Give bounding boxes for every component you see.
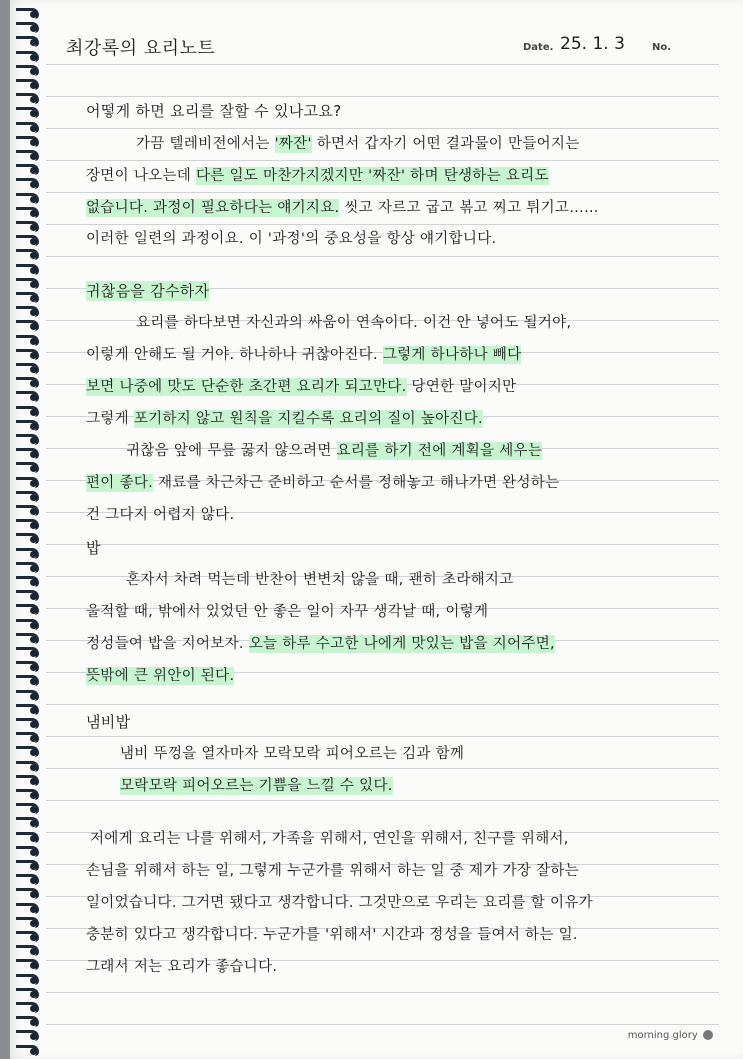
page-header bbox=[46, 28, 719, 64]
spiral-ring bbox=[16, 832, 39, 843]
spiral-ring bbox=[16, 377, 39, 388]
spiral-ring bbox=[16, 264, 39, 275]
spiral-ring bbox=[16, 306, 39, 317]
text-line: 손님을 위해서 하는 일, 그렇게 누군가를 위해서 하는 일 중 제가 가장 잘하는 bbox=[86, 863, 580, 879]
spiral-ring bbox=[16, 22, 39, 33]
spiral-ring bbox=[16, 150, 39, 161]
ruled-line bbox=[46, 96, 719, 97]
spiral-ring bbox=[16, 860, 39, 871]
text-line: 그렇게 포기하지 않고 원칙을 지킬수록 요리의 질이 높아진다. bbox=[86, 411, 483, 427]
text-line: 정성들여 밥을 지어보자. 오늘 하루 수고한 나에게 맛있는 밥을 지어주면, bbox=[86, 636, 555, 652]
spiral-ring bbox=[16, 278, 39, 289]
ruled-line bbox=[46, 64, 719, 65]
spiral-ring bbox=[16, 434, 39, 445]
spiral-ring bbox=[16, 917, 39, 928]
spiral-ring bbox=[16, 51, 39, 62]
date-label: Date. bbox=[523, 42, 554, 53]
spiral-ring bbox=[16, 491, 39, 502]
spiral-ring bbox=[16, 548, 39, 559]
spiral-ring bbox=[16, 874, 39, 885]
text-line: 편이 좋다. 재료를 차근차근 준비하고 순서를 정해놓고 해나가면 완성하는 bbox=[86, 475, 560, 491]
section-heading: 어떻게 하면 요리를 잘할 수 있나고요? bbox=[86, 102, 342, 120]
spiral-ring bbox=[16, 675, 39, 686]
spiral-ring bbox=[16, 292, 39, 303]
notebook-page bbox=[10, 0, 743, 1059]
spiral-ring bbox=[16, 988, 39, 999]
spiral-ring bbox=[16, 959, 39, 970]
text-line: 이렇게 안해도 될 거야. 하나하나 귀찮아진다. 그렇게 하나하나 빼다 bbox=[86, 347, 522, 363]
spiral-ring bbox=[16, 562, 39, 573]
spiral-ring bbox=[16, 903, 39, 914]
text-line: 없습니다. 과정이 필요하다는 얘기지요. 씻고 자르고 굽고 볶고 찌고 튀기고…… bbox=[86, 200, 599, 216]
spiral-ring bbox=[16, 349, 39, 360]
spiral-ring bbox=[16, 477, 39, 488]
spiral-ring bbox=[16, 420, 39, 431]
text-line: 귀찮음 앞에 무릎 꿇지 않으려면 요리를 하기 전에 계획을 세우는 bbox=[126, 443, 543, 459]
section-heading: 귀찮음을 감수하자 bbox=[86, 282, 210, 300]
spiral-ring bbox=[16, 817, 39, 828]
brand-footer bbox=[628, 1030, 713, 1041]
ruled-line bbox=[46, 1024, 719, 1025]
spiral-ring bbox=[16, 136, 39, 147]
ruled-line bbox=[46, 256, 719, 257]
spiral-ring bbox=[16, 761, 39, 772]
number-label: No. bbox=[652, 42, 672, 53]
spiral-ring bbox=[16, 633, 39, 644]
text-line: 건 그다지 어렵지 않다. bbox=[86, 507, 235, 523]
text-line: 충분히 있다고 생각합니다. 누군가를 '위해서' 시간과 정성을 들여서 하는 일. bbox=[86, 927, 578, 943]
ruled-line bbox=[46, 704, 719, 705]
spiral-ring bbox=[16, 590, 39, 601]
spiral-ring bbox=[16, 448, 39, 459]
spiral-binding bbox=[10, 0, 44, 1059]
spiral-ring bbox=[16, 661, 39, 672]
spiral-ring bbox=[16, 775, 39, 786]
text-line: 혼자서 차려 먹는데 반찬이 변변치 않을 때, 괜히 초라해지고 bbox=[126, 572, 514, 588]
spiral-ring bbox=[16, 690, 39, 701]
spiral-ring bbox=[16, 107, 39, 118]
ruled-line bbox=[46, 992, 719, 993]
spiral-ring bbox=[16, 235, 39, 246]
section-heading: 밥 bbox=[86, 539, 101, 557]
spiral-ring bbox=[16, 718, 39, 729]
spiral-ring bbox=[16, 1045, 39, 1056]
ruled-line bbox=[46, 736, 719, 737]
spiral-ring bbox=[16, 519, 39, 530]
spiral-ring bbox=[16, 1030, 39, 1041]
text-line: 모락모락 피어오르는 기쁨을 느낄 수 있다. bbox=[120, 778, 393, 794]
spiral-ring bbox=[16, 8, 39, 19]
spiral-ring bbox=[16, 647, 39, 658]
spiral-ring bbox=[16, 746, 39, 757]
text-line: 가끔 텔레비전에서는 '짜잔' 하면서 갑자기 어떤 결과물이 만들어지는 bbox=[136, 136, 580, 152]
spiral-ring bbox=[16, 391, 39, 402]
text-line: 보면 나중에 맛도 단순한 초간편 요리가 되고만다. 당연한 말이지만 bbox=[86, 379, 517, 395]
ruled-line bbox=[46, 128, 719, 129]
spiral-ring bbox=[16, 36, 39, 47]
spiral-ring bbox=[16, 320, 39, 331]
spiral-ring bbox=[16, 704, 39, 715]
spiral-ring bbox=[16, 803, 39, 814]
spiral-ring bbox=[16, 164, 39, 175]
spiral-ring bbox=[16, 65, 39, 76]
brand-name: morning glory bbox=[627, 1030, 698, 1041]
spiral-ring bbox=[16, 1002, 39, 1013]
spiral-ring bbox=[16, 207, 39, 218]
spiral-ring bbox=[16, 93, 39, 104]
flower-icon bbox=[703, 1030, 713, 1040]
spiral-ring bbox=[16, 363, 39, 374]
spiral-ring bbox=[16, 79, 39, 90]
ruled-line bbox=[46, 768, 719, 769]
page-title: 최강록의 요리노트 bbox=[66, 38, 216, 59]
ruled-line bbox=[46, 160, 719, 161]
ruled-line bbox=[46, 192, 719, 193]
spiral-ring bbox=[16, 122, 39, 133]
ruled-line bbox=[46, 224, 719, 225]
spiral-ring bbox=[16, 505, 39, 516]
spiral-ring bbox=[16, 335, 39, 346]
spiral-ring bbox=[16, 249, 39, 260]
spiral-ring bbox=[16, 732, 39, 743]
spiral-ring bbox=[16, 406, 39, 417]
ruled-line bbox=[46, 800, 719, 801]
spiral-ring bbox=[16, 1016, 39, 1027]
text-line: 냄비 뚜껑을 열자마자 모락모락 피어오르는 김과 함께 bbox=[120, 746, 465, 762]
text-line: 저에게 요리는 나를 위해서, 가족을 위해서, 연인을 위해서, 친구를 위해서, bbox=[90, 831, 569, 847]
date-value: 25. 1. 3 bbox=[560, 34, 625, 54]
spiral-ring bbox=[16, 533, 39, 544]
text-line: 일이었습니다. 그거면 됐다고 생각합니다. 그것만으로 우리는 요리를 할 이유가 bbox=[86, 895, 593, 911]
spiral-ring bbox=[16, 846, 39, 857]
spiral-ring bbox=[16, 619, 39, 630]
text-line: 울적할 때, 밖에서 있었던 안 좋은 일이 자꾸 생각날 때, 이렇게 bbox=[86, 604, 489, 620]
spiral-ring bbox=[16, 178, 39, 189]
text-line: 뜻밖에 큰 위안이 된다. bbox=[86, 668, 235, 684]
spiral-ring bbox=[16, 221, 39, 232]
spiral-ring bbox=[16, 576, 39, 587]
spiral-ring bbox=[16, 462, 39, 473]
spiral-ring bbox=[16, 945, 39, 956]
section-heading: 냄비밥 bbox=[86, 713, 131, 731]
spiral-ring bbox=[16, 604, 39, 615]
spiral-ring bbox=[16, 789, 39, 800]
ruled-line bbox=[46, 544, 719, 545]
spiral-ring bbox=[16, 974, 39, 985]
spiral-ring bbox=[16, 193, 39, 204]
spiral-ring bbox=[16, 931, 39, 942]
text-line: 요리를 하다보면 자신과의 싸움이 연속이다. 이건 안 넣어도 될거야, bbox=[136, 315, 572, 331]
spiral-ring bbox=[16, 888, 39, 899]
text-line: 그래서 저는 요리가 좋습니다. bbox=[86, 959, 278, 975]
text-line: 이러한 일련의 과정이요. 이 '과정'의 중요성을 항상 얘기합니다. bbox=[86, 231, 497, 247]
text-line: 장면이 나오는데 다른 일도 마찬가지겠지만 '짜잔' 하며 탄생하는 요리도 bbox=[86, 168, 549, 184]
